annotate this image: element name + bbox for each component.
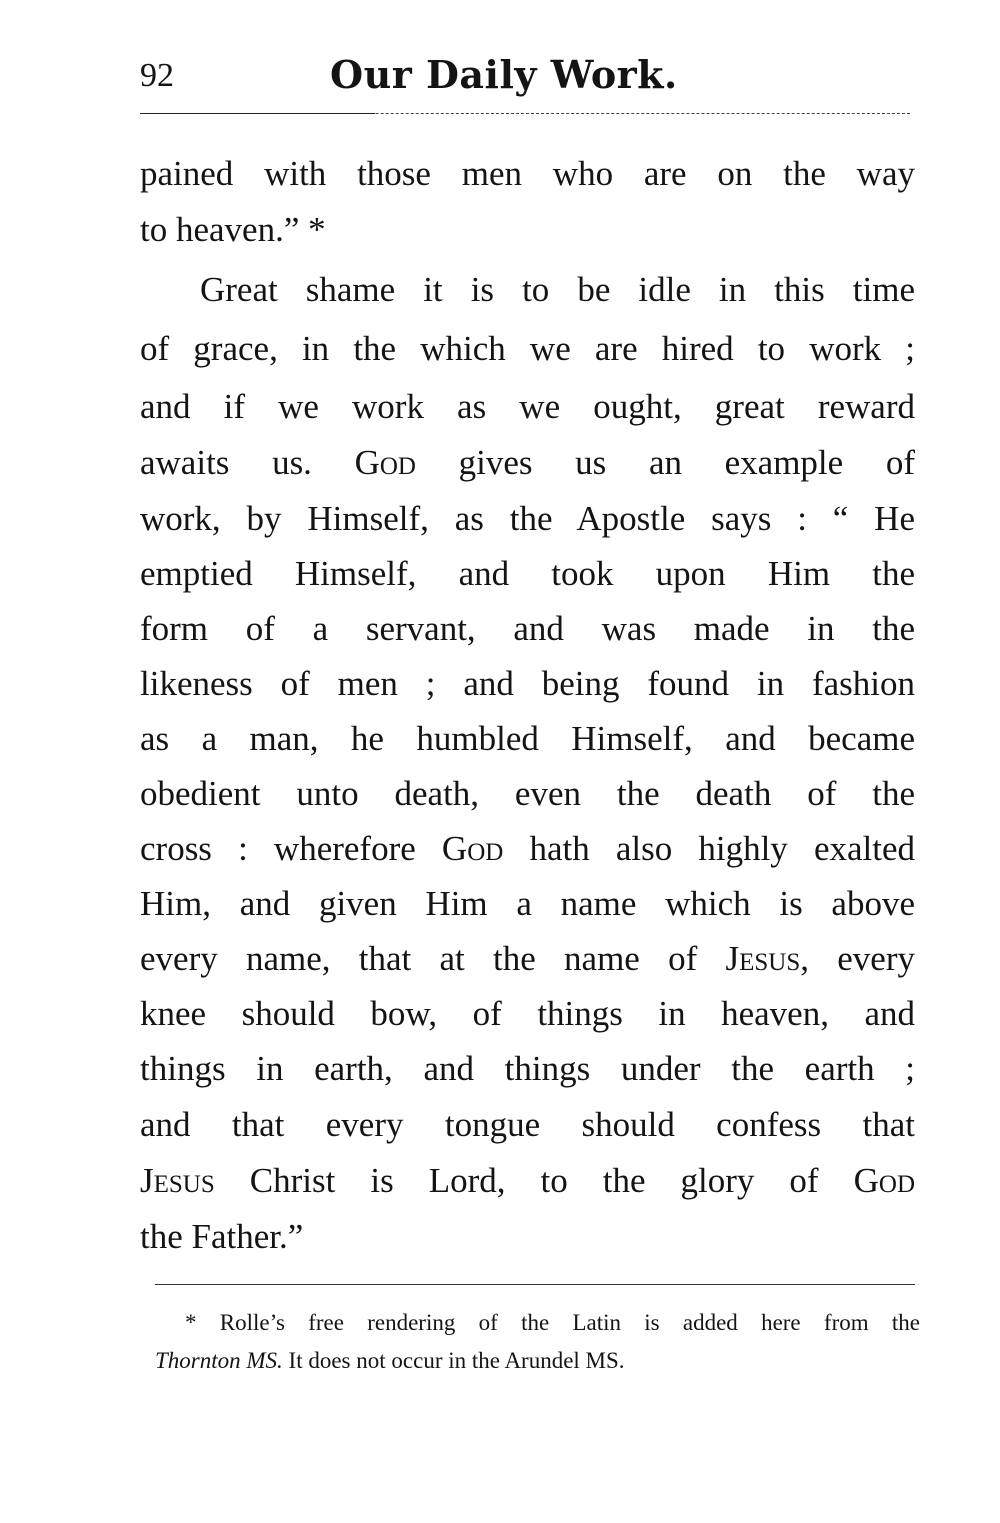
body-line: to heaven.” * — [140, 210, 326, 249]
body-line: as a man, he humbled Himself, and became — [140, 719, 915, 758]
body-line — [140, 441, 915, 485]
body-line: knee should bow, of things in heaven, and — [140, 994, 915, 1033]
body-line: and that every tongue should confess that — [140, 1105, 915, 1144]
divine-name-god: God — [853, 1161, 915, 1200]
body-line: work, by Himself, as the Apostle says : “ He — [140, 499, 915, 538]
header-rule-solid — [140, 113, 375, 114]
text-run: hath also highly exalted — [503, 829, 915, 868]
footnote-rule — [155, 1284, 915, 1285]
manuscript-title: Thornton MS. — [155, 1348, 283, 1373]
body-line: things in earth, and things under the earth ; — [140, 1049, 915, 1088]
text-run: awaits us. — [140, 443, 355, 482]
body-line: and if we work as we ought, great reward — [140, 387, 915, 426]
divine-name-jesus: Jesus — [725, 939, 801, 978]
body-line — [140, 827, 915, 871]
body-line: form of a servant, and was made in the — [140, 609, 915, 648]
footnote-line: * Rolle’s free rendering of the Latin is added here from the — [185, 1310, 920, 1335]
running-head-title: Our Daily Work. — [330, 52, 678, 97]
body-line: Him, and given Him a name which is above — [140, 884, 915, 923]
paragraph-start-line: Great shame it is to be idle in this time — [200, 270, 915, 309]
body-line: likeness of men ; and being found in fashion — [140, 664, 915, 703]
text-run: , every — [800, 939, 915, 978]
body-line: of grace, in the which we are hired to work ; — [140, 329, 915, 368]
body-line: emptied Himself, and took upon Him the — [140, 554, 915, 593]
text-run: every name, that at the name of — [140, 939, 726, 978]
body-line: obedient unto death, even the death of the — [140, 774, 915, 813]
text-run: Christ is Lord, to the glory of — [214, 1161, 854, 1200]
text-run: It does not occur in the Arundel MS. — [282, 1348, 625, 1373]
text-run: cross : wherefore — [140, 829, 442, 868]
body-line — [140, 937, 915, 981]
footnote-line — [155, 1346, 920, 1376]
body-line: pained with those men who are on the way — [140, 154, 915, 193]
page-number: 92 — [140, 57, 174, 94]
divine-name-god: God — [441, 829, 504, 868]
text-run: gives us an example of — [415, 443, 915, 482]
body-line: the Father.” — [140, 1217, 304, 1256]
divine-name-jesus: Jesus — [140, 1161, 215, 1200]
divine-name-god: God — [354, 443, 416, 482]
body-line — [140, 1159, 915, 1203]
